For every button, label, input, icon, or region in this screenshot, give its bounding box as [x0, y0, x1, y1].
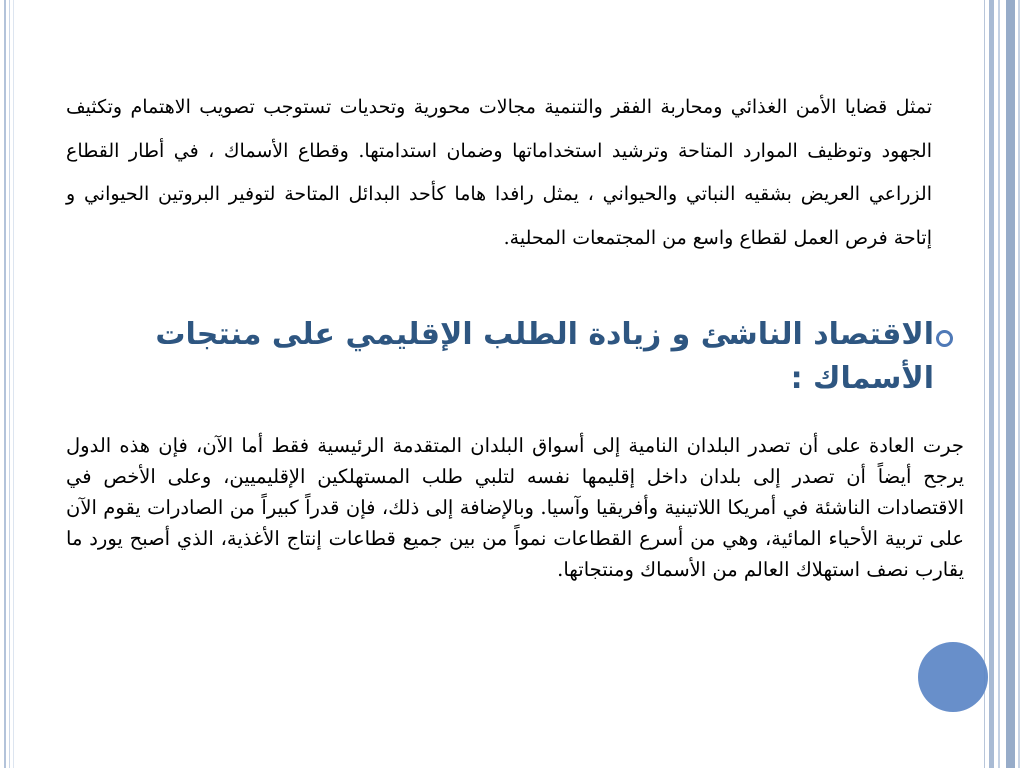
section-heading: الاقتصاد الناشئ و زيادة الطلب الإقليمي على منتجات الأسماك : — [155, 317, 934, 396]
right-border-line — [998, 0, 1000, 768]
intro-paragraph: تمثل قضايا الأمن الغذائي ومحاربة الفقر والتنمية مجالات محورية وتحديات تستوجب تصويب الاهتمام وتكثيف الجهود وتوظيف الموارد المتاحة وترشيد استخداماتها وضمان استدامتها. وقطاع الأسماك ، في أطار القطاع الزراعي العريض بشقيه النباتي والحيواني ، يمثل رافدا هاما كأحد البدائل المتاحة لتوفير البروتين الحيواني و إتاحة فرص العمل لقطاع واسع من المجتمعات المحلية. — [66, 96, 932, 249]
left-border-line — [4, 0, 6, 768]
left-border-line — [9, 0, 10, 768]
right-border-line — [989, 0, 994, 768]
blue-circle-decoration — [918, 642, 988, 712]
left-border-line — [13, 0, 14, 768]
body-paragraph: جرت العادة على أن تصدر البلدان النامية إلى أسواق البلدان المتقدمة الرئيسية فقط أما الآن، فإن هذه الدول يرجح أيضاً أن تصدر إلى بلدان داخل إقليمها نفسه لتلبي طلب المستهلكين الإقليميين، وعلى الأخص في الاقتصادات الناشئة في أمريكا اللاتينية وأفريقيا وآسيا. وبالإضافة إلى ذلك، فإن قدراً كبيراً من الصادرات يقوم الآن على تربية الأحياء المائية، وهي من أسرع القطاعات نمواً من بين جميع قطاعات إنتاج الأغذية، الذي أصبح يورد ما يقارب نصف استهلاك العالم من الأسماك ومنتجاتها. — [66, 434, 964, 581]
right-border-line — [1018, 0, 1020, 768]
right-border-line — [1006, 0, 1015, 768]
right-border-line — [984, 0, 985, 768]
circle-bullet-icon — [936, 330, 953, 347]
